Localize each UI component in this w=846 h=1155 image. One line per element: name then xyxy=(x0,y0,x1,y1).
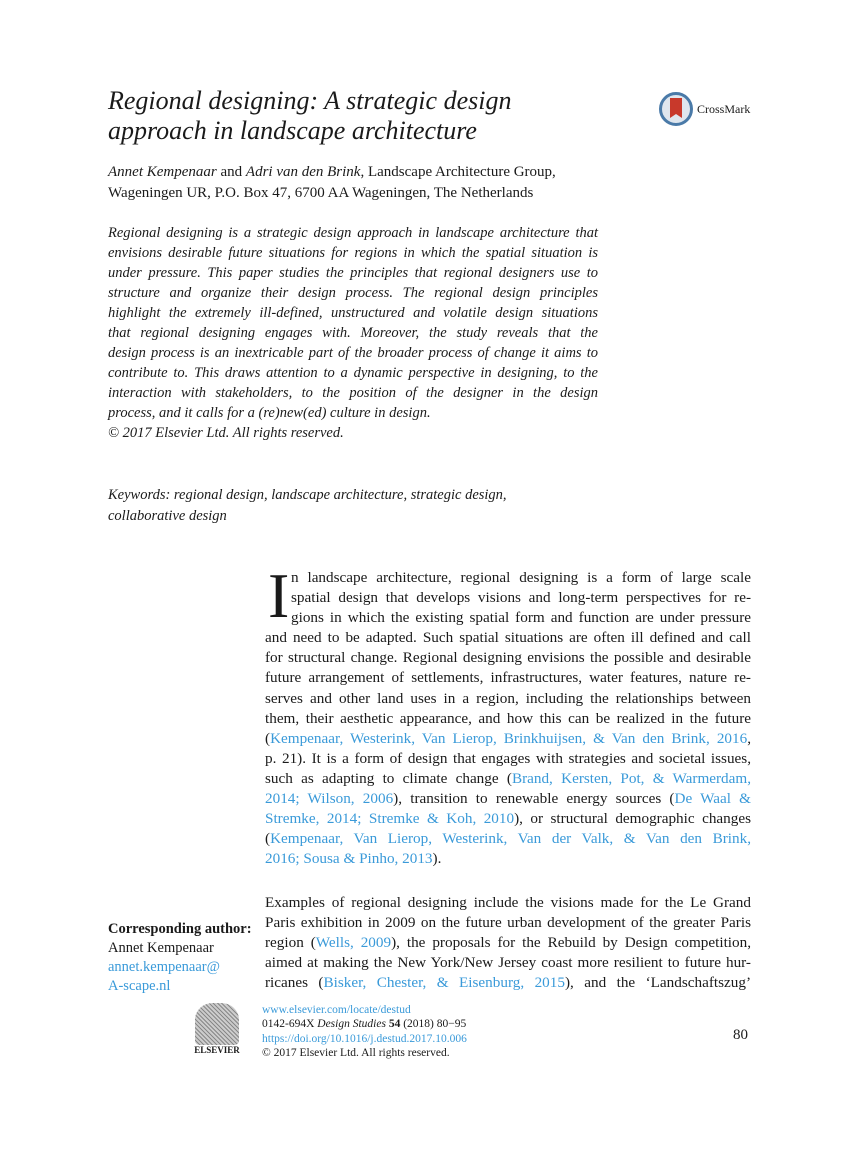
doi-link[interactable]: https://doi.org/10.1016/j.destud.2017.10.006 xyxy=(262,1032,467,1045)
text-line xyxy=(265,568,751,588)
abstract-copyright: © 2017 Elsevier Ltd. All rights reserved. xyxy=(108,425,344,441)
keywords xyxy=(108,485,588,527)
body-paragraph xyxy=(265,893,751,993)
citation-link[interactable]: Bisker, Chester, & Eisenburg, 2015 xyxy=(323,974,565,992)
text-line xyxy=(265,953,751,973)
issn: 0142-694X xyxy=(262,1018,318,1031)
author-name: Annet Kempenaar xyxy=(108,164,217,180)
text-segment: gions in which the existing spatial form and function are under pressure xyxy=(291,609,751,627)
email-link[interactable]: A-scape.nl xyxy=(108,978,171,994)
abstract-line: that regional designing engages with. Moreover, the study reveals that the xyxy=(108,325,598,341)
abstract-line: structure and organize their design process. The regional design principles xyxy=(108,285,598,301)
text-segment: ( xyxy=(265,729,271,747)
keywords-line: Keywords: regional design, landscape architecture, strategic design, xyxy=(108,487,507,503)
title-line: Regional designing: A strategic design xyxy=(108,86,512,115)
page-number: 80 xyxy=(733,1027,748,1043)
volume: 54 xyxy=(388,1018,401,1031)
text-segment: ricanes ( xyxy=(265,974,324,992)
text-segment: ), or structural demographic changes xyxy=(514,810,751,828)
footer xyxy=(262,1003,467,1060)
text-line xyxy=(265,709,751,729)
text-segment: p. 21). It is a form of design that engages with strategies and societal issues, xyxy=(265,749,751,767)
abstract xyxy=(108,223,598,443)
pages: (2018) 80−95 xyxy=(400,1018,467,1031)
text-line xyxy=(265,849,751,869)
text-line xyxy=(265,829,751,849)
text-line xyxy=(265,933,751,953)
affiliation: , Landscape Architecture Group, xyxy=(360,164,556,180)
citation-link[interactable]: De Waal & xyxy=(674,790,751,808)
email-link[interactable]: annet.kempenaar@ xyxy=(108,959,220,975)
text-line xyxy=(265,749,751,769)
elsevier-logo xyxy=(193,1003,241,1055)
citation-link[interactable]: 2016; Sousa & Pinho, 2013 xyxy=(265,850,433,868)
text-segment: n landscape architecture, regional designing is a form of large scale xyxy=(291,569,751,586)
text-segment: such as adapting to climate change ( xyxy=(265,769,512,787)
text-line xyxy=(265,893,751,913)
citation-link[interactable]: Kempenaar, Westerink, Van Lierop, Brinkhuijsen, & Van den Brink, 2016 xyxy=(270,729,748,747)
footer-copyright: © 2017 Elsevier Ltd. All rights reserved. xyxy=(262,1046,450,1059)
abstract-line: design process is an inextricable part of the broader process of change it aims to xyxy=(108,345,598,361)
text-segment: and need to be adapted. Such spatial situations are often ill defined and call xyxy=(265,629,751,647)
abstract-line: process, and it calls for a (re)new(ed) culture in design. xyxy=(108,405,431,421)
author-name: Adri van den Brink xyxy=(245,164,361,180)
abstract-line: under pressure. This paper studies the principles that regional designers use to xyxy=(108,265,598,281)
crossmark-button[interactable] xyxy=(659,92,750,126)
text-segment: for structural change. Regional designing envisions the possible and desirable xyxy=(265,649,751,667)
abstract-line: interaction with stakeholders, to the position of the designer in the design xyxy=(108,385,598,401)
text-segment: Examples of regional designing include the visions made for the Le Grand xyxy=(265,894,751,911)
journal-name: Design Studies xyxy=(317,1018,386,1031)
affiliation-address: Wageningen UR, P.O. Box 47, 6700 AA Wageningen, The Netherlands xyxy=(108,185,534,201)
citation-link[interactable]: Stremke, 2014; Stremke & Koh, 2010 xyxy=(265,810,515,828)
text-segment: them, their aesthetic appearance, and how this can be realized in the future xyxy=(265,709,751,727)
author-sep: and xyxy=(216,164,246,180)
text-segment: ), the proposals for the Rebuild by Design competition, xyxy=(391,934,751,952)
text-line xyxy=(265,789,751,809)
drop-cap: I xyxy=(268,560,290,631)
crossmark-label: CrossMark xyxy=(697,101,751,116)
text-segment: ), transition to renewable energy sources ( xyxy=(393,790,675,808)
abstract-line: highlight the extremely ill-defined, unstructured and volatile design situations xyxy=(108,305,598,321)
text-segment: spatial design that develops visions and long-term perspectives for re- xyxy=(291,589,751,607)
title-line: approach in landscape architecture xyxy=(108,116,477,145)
text-line xyxy=(265,668,751,688)
text-segment: ). xyxy=(432,850,442,868)
citation-link[interactable]: 2014; Wilson, 2006 xyxy=(265,790,394,808)
text-segment: aimed at making the New York/New Jersey coast more resilient to future hur- xyxy=(265,954,751,972)
crossmark-icon xyxy=(659,92,693,126)
text-line xyxy=(265,809,751,829)
text-line xyxy=(265,973,751,993)
text-segment: Paris exhibition in 2009 on the future urban development of the greater Paris xyxy=(265,914,751,932)
text-segment: serves and other land uses in a region, including the relationships between xyxy=(265,689,751,707)
citation-link[interactable]: Kempenaar, Van Lierop, Westerink, Van der Valk, & Van den Brink, xyxy=(270,830,751,848)
text-segment: future arrangement of settlements, infrastructures, water features, nature re- xyxy=(265,669,751,687)
article-title xyxy=(108,86,608,146)
corresponding-label: Corresponding author: xyxy=(108,921,252,937)
publisher-name: ELSEVIER xyxy=(194,1045,240,1055)
abstract-line: contribute to. This draws attention to a dynamic perspective in designing, to the xyxy=(108,365,598,381)
text-line xyxy=(265,769,751,789)
abstract-line: Regional designing is a strategic design approach in landscape architecture that xyxy=(108,225,598,241)
authors xyxy=(108,162,628,204)
elsevier-tree-icon xyxy=(195,1003,239,1045)
citation-link[interactable]: Wells, 2009 xyxy=(315,934,392,952)
corresponding-name: Annet Kempenaar xyxy=(108,940,214,956)
text-line xyxy=(265,628,751,648)
text-line xyxy=(265,588,751,608)
text-line xyxy=(265,913,751,933)
journal-url-link[interactable]: www.elsevier.com/locate/destud xyxy=(262,1004,411,1016)
text-line xyxy=(265,689,751,709)
corresponding-author xyxy=(108,920,252,996)
text-segment: ), and the ‘Landschaftszug’ xyxy=(564,974,752,992)
keywords-line: collaborative design xyxy=(108,508,227,524)
text-segment: ( xyxy=(265,830,271,848)
body-paragraph xyxy=(265,560,751,869)
text-line xyxy=(265,648,751,668)
text-segment: region ( xyxy=(265,934,316,952)
abstract-line: envisions desirable future situations for regions in which the spatial situation is xyxy=(108,245,598,261)
text-segment: , xyxy=(747,729,751,747)
citation-link[interactable]: Brand, Kersten, Pot, & Warmerdam, xyxy=(511,769,751,787)
text-line xyxy=(265,608,751,628)
text-line xyxy=(265,729,751,749)
